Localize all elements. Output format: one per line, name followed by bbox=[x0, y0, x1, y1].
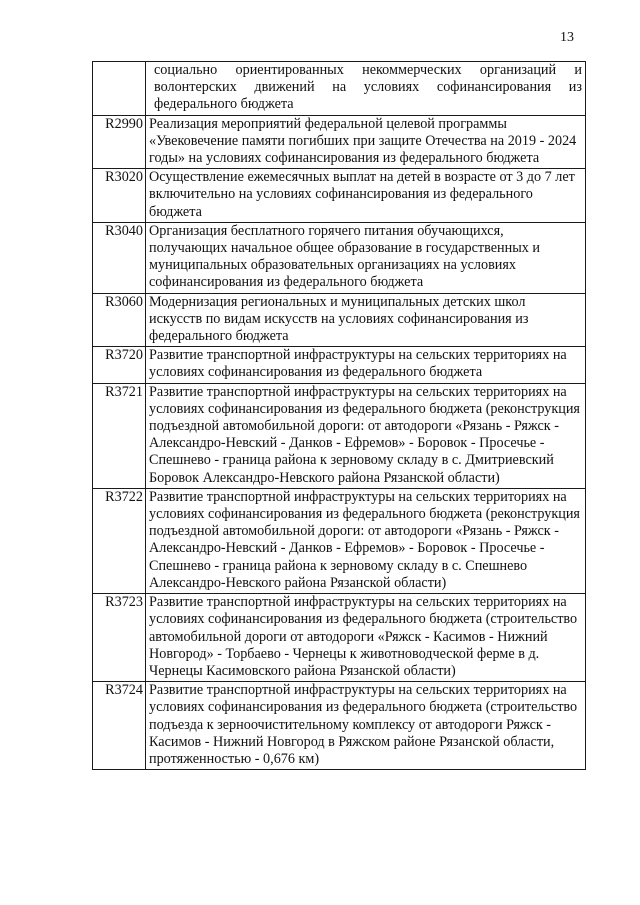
table-row bbox=[93, 347, 586, 383]
budget-description: Модернизация региональных и муниципальных детских школ искусств по видам искусств на условиях софинансирования из федерального бюджета bbox=[146, 293, 586, 347]
budget-code: R3720 bbox=[93, 347, 146, 383]
budget-description: Развитие транспортной инфраструктуры на сельских территориях на условиях софинансирования из федерального бюджета (реконструкция подъездной автомобильной дороги: от автодороги «Рязань - Ряжск - Александро-Невский - Данков - Ефремов» - Боровок - Просечье - Спешнево - граница района к зерновому складу в с. Дмитриевский Боровок Александро-Невского района Рязанской области) bbox=[146, 383, 586, 488]
budget-code: R3020 bbox=[93, 169, 146, 223]
table-row bbox=[93, 594, 586, 682]
budget-code: R3721 bbox=[93, 383, 146, 488]
page-number: 13 bbox=[560, 30, 574, 45]
table-row bbox=[93, 169, 586, 223]
budget-description: Развитие транспортной инфраструктуры на сельских территориях на условиях софинансирования из федерального бюджета bbox=[146, 347, 586, 383]
table-row bbox=[93, 682, 586, 770]
budget-code: R3723 bbox=[93, 594, 146, 682]
table-row bbox=[93, 293, 586, 347]
budget-codes-table bbox=[92, 61, 586, 770]
budget-description: Реализация мероприятий федеральной целевой программы «Увековечение памяти погибших при защите Отечества на 2019 - 2024 годы» на условиях софинансирования из федерального бюджета bbox=[146, 115, 586, 169]
table-row bbox=[93, 115, 586, 169]
table-row bbox=[93, 62, 586, 116]
budget-description: Организация бесплатного горячего питания обучающихся, получающих начальное общее образование в государственных и муниципальных образовательных организациях на условиях софинансирования из федерального бюджета bbox=[146, 222, 586, 293]
budget-code: R3722 bbox=[93, 488, 146, 593]
table-row bbox=[93, 488, 586, 593]
budget-code: R3060 bbox=[93, 293, 146, 347]
table-row bbox=[93, 222, 586, 293]
budget-code bbox=[93, 62, 146, 116]
budget-description: Развитие транспортной инфраструктуры на сельских территориях на условиях софинансирования из федерального бюджета (строительство автомобильной дороги от автодороги «Ряжск - Касимов - Нижний Новгород» - Торбаево - Чернецы к животноводческой ферме в д. Чернецы Касимовского района Рязанской области) bbox=[146, 594, 586, 682]
table-row bbox=[93, 383, 586, 488]
budget-description: Развитие транспортной инфраструктуры на сельских территориях на условиях софинансирования из федерального бюджета (строительство подъезда к зерноочистительному комплексу от автодороги Ряжск - Касимов - Нижний Новгород в Ряжском районе Рязанской области, протяженностью - 0,676 км) bbox=[146, 682, 586, 770]
budget-code: R3040 bbox=[93, 222, 146, 293]
budget-description: социально ориентированных некоммерческих организаций и волонтерских движений на условиях софинансирования из федерального бюджета bbox=[146, 62, 586, 116]
budget-code: R2990 bbox=[93, 115, 146, 169]
budget-description: Развитие транспортной инфраструктуры на сельских территориях на условиях софинансирования из федерального бюджета (реконструкция подъездной автомобильной дороги: от автодороги «Рязань - Ряжск - Александро-Невский - Данков - Ефремов» - Боровок - Просечье - Спешнево - граница района к зерновому складу в с. Спешнево Александро-Невского района Рязанской области) bbox=[146, 488, 586, 593]
budget-description: Осуществление ежемесячных выплат на детей в возрасте от 3 до 7 лет включительно на условиях софинансирования из федерального бюджета bbox=[146, 169, 586, 223]
budget-code: R3724 bbox=[93, 682, 146, 770]
